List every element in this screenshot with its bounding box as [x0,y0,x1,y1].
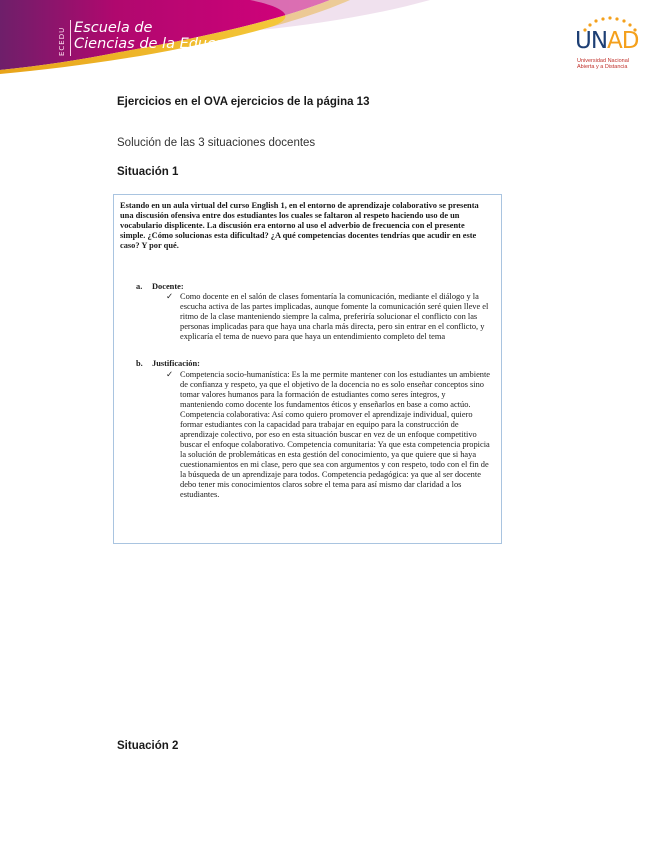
logo-subtitle-1: Universidad Nacional [577,58,629,64]
ecedu-tag: ECEDU [58,26,66,56]
page-title: Ejercicios en el OVA ejercicios de la página 13 [117,96,370,108]
item-b-marker: b. [136,359,143,368]
situation-prompt: Estando en un aula virtual del curso English 1, en el entorno de aprendizaje colaborativo se presenta una discusión ofensiva entre dos estudiantes los cuales se faltaron al respeto haciendo uso de un vocabulario displicente. La discusión era entorno al uso el adverbio de frecuencia con el presente simple. ¿Cómo solucionas esta dificultad? ¿A qué competencias docentes tendrías que acudir en este caso? Y por qué. [120,201,479,250]
item-a-label: Docente: [152,282,184,291]
justificacion-answer: Competencia socio-humanística: Es la me permite mantener con los estudiantes un ambiente de confianza y respeto, ya que el objetivo de la docencia no es solo enseñar conceptos sino tomar valores humanos para la formación de estudiantes como seres íntegros, y manteniendo como docente los fundamentos éticos y enseñarlos en base a como actúo. Competencia colaborativa: Así como quiero promover el aprendizaje individual, quiero formar estudiantes con la capacidad para trabajar en equipo para la construcción de aprendizaje colectivo, por eso en esta situación buscar en vez de un enfoque competitivo buscar el enfoque colaborativo. Competencia comunitaria: Ya que esta competencia propicia la solución de problemáticas en esta gestión del conocimiento, ya que quiere que si haya cuestionamientos en mi clase, pero que sea con argumentos y con respeto, todo con el fin de la búsqueda de un aprendizaje para todos. Competencia pedagógica: ya que al ser docente debo tener mis conocimientos claros sobre el tema para así mismo dar claridad a los estudiantes. [180,370,491,499]
item-a-marker: a. [136,282,143,291]
page-subtitle: Solución de las 3 situaciones docentes [117,137,316,149]
header-divider [70,20,71,56]
situacion-1-box [113,194,502,544]
logo-un: UN [575,28,608,54]
situacion-2-heading: Situación 2 [117,740,179,752]
check-bullet-icon: ✓ [166,370,174,379]
check-bullet-icon: ✓ [166,292,174,301]
school-line-2: Ciencias de la Educación [74,36,255,52]
docente-answer: Como docente en el salón de clases fomentaría la comunicación, mediante el diálogo y la escucha activa de las partes implicadas, aunque fomente la comunicación seré quien lleve el ritmo de la clase manteniendo siempre la calma, preferiría solucionar el conflicto con las personas implicadas para que haya una charla más directa, pero sin entrar en el conflicto, y explicaría el tema de nuevo para que haya un entendimiento completo del tema [180,292,489,341]
situacion-1-heading: Situación 1 [117,166,179,178]
item-b-label: Justificación: [152,359,200,368]
logo-ad: AD [607,28,639,54]
header-banner [0,0,655,80]
school-name [74,20,254,52]
school-line-1: Escuela de [74,20,153,36]
unad-logo [575,14,653,72]
logo-wordmark [575,28,639,54]
logo-subtitle-2: Abierta y a Distancia [577,64,628,70]
logo-subtitle [577,58,655,70]
